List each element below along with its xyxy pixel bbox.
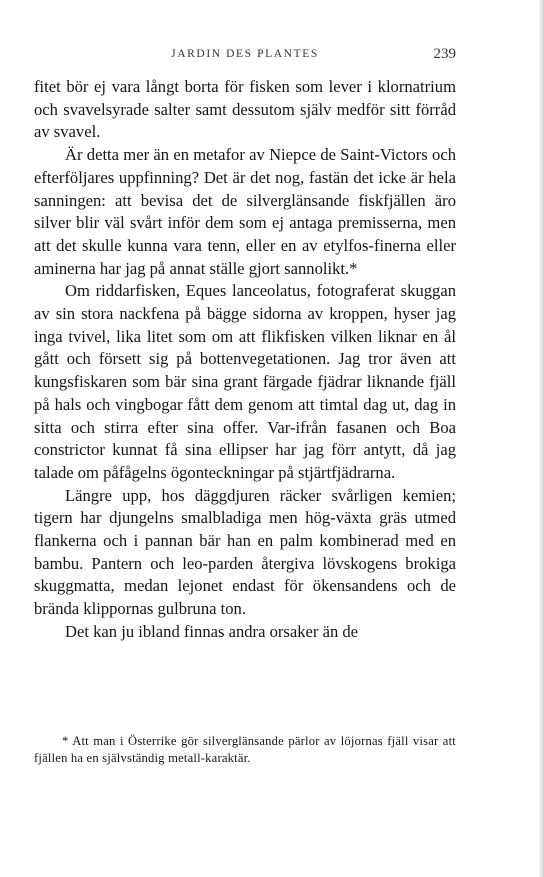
paragraph: fitet bör ej vara långt borta för fisken som lever i klornatrium och svavelsyrade salter samt dessutom själv medför sitt förråd av svavel. [34, 77, 456, 142]
running-head: JARDIN DES PLANTES [171, 48, 319, 60]
paragraph: Är detta mer än en metafor av Niepce de Saint-Victors och efterföljares uppfinning? Det är det nog, fastän det icke är hela sanningen: att bevisa det de silverglänsande fiskfjällen äro silver blir väl svårt inför dem som ej antaga premisserna, men att det skulle kunna vara tenn, eller en av etylfos-finerna eller aminerna har jag på annat ställe gjort sannolikt.* [34, 145, 456, 278]
footnote [34, 733, 456, 767]
paragraph: Längre upp, hos däggdjuren räcker svårligen kemien; tigern har djungelns smalbladiga men hög-växta gräs utmed flankerna och i pannan bär han en palm kombinerad med en bambu. Pantern och leo-parden återgiva lövskogens brokiga skuggmatta, medan lejonet endast för ökensandens och de brända klippornas gulbruna ton. [34, 485, 456, 619]
page-header [34, 48, 456, 66]
footnote-text: * Att man i Österrike gör silverglänsande pärlor av löjornas fjäll visar att fjällen ha en självständig metall-karaktär. [34, 734, 456, 765]
page-number: 239 [433, 46, 456, 62]
paragraph: Om riddarfisken, Eques lanceolatus, fotograferat skuggan av sin stora nackfena på bägge sidorna av kroppen, hyser jag inga tvivel, lika litet som om att flikfisken vilken liknar en ål gått och försett sig på bottenvegetationen. Jag tror även att kungsfiskaren som bär sina grant färgade fjädrar liknande fjäll på hals och vingbogar fått dem genom att timtal dag ut, dag in sitta och stirra efter sina offer. Var-ifrån fasanen och Boa constrictor kunnat få sina ellipser har jag förr antytt, då jag talade om påfågelns ögonteckningar på stjärtfjädrarna. [34, 281, 456, 482]
body-text [34, 76, 456, 644]
paragraph: Det kan ju ibland finnas andra orsaker än de [65, 621, 359, 641]
page-edge-shadow [538, 0, 544, 877]
